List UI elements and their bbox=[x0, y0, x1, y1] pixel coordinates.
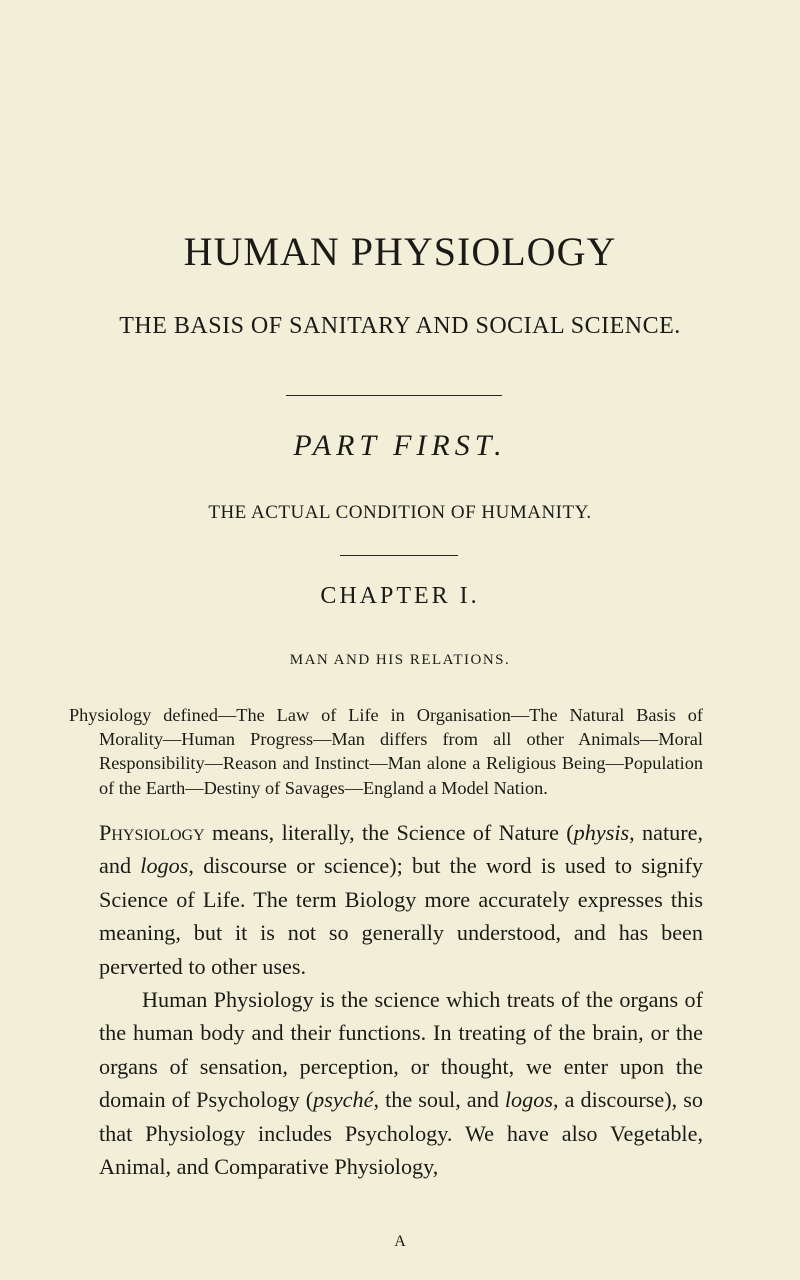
paragraph bbox=[99, 983, 703, 1183]
text-run: Human Physiology is the science which treats of the organs of the human body and their functions. In treating of the brain, or the organs of sensation, perception, or thought, we enter upon the domain of Psychology ( bbox=[99, 987, 703, 1113]
chapter-summary: Physiology defined—The Law of Life in Organisation—The Natural Basis of Morality—Human Progress—Man differs from all other Animals—Moral Responsibility—Reason and Instinct—Man alone a Religious Being—Population of the Earth—Destiny of Savages—England a Model Nation. bbox=[69, 705, 703, 798]
section-divider bbox=[286, 395, 502, 396]
italic-term: psyché bbox=[313, 1087, 374, 1113]
page-title: HUMAN PHYSIOLOGY bbox=[183, 229, 617, 274]
body-text bbox=[99, 816, 703, 1183]
chapter-title: MAN AND HIS RELATIONS. bbox=[289, 652, 511, 668]
italic-term: physis bbox=[573, 820, 630, 845]
text-run: , a discourse), so that Physiology includes Psychology. We have also Vegetable, Animal, and Comparative Physiology, bbox=[99, 1087, 703, 1180]
text-run: , nature, and bbox=[99, 820, 704, 879]
part-heading: PART FIRST. bbox=[293, 429, 507, 462]
chapter-divider bbox=[340, 555, 458, 556]
chapter-heading: CHAPTER I. bbox=[320, 583, 480, 609]
part-subheading: THE ACTUAL CONDITION OF HUMANITY. bbox=[208, 502, 592, 523]
text-run: , the soul, and bbox=[373, 1087, 505, 1113]
italic-term: logos bbox=[504, 1087, 553, 1113]
italic-term: logos bbox=[140, 853, 189, 879]
text-run: , discourse or science); but the word is used to signify Science of Life. The term Biology more accurately expresses this meaning, but it is not so generally understood, and has been perverted to other uses. bbox=[99, 853, 703, 979]
signature-mark: A bbox=[394, 1233, 406, 1250]
text-run: means, literally, the Science of Nature ( bbox=[204, 820, 574, 845]
lead-word: Physiology bbox=[99, 820, 205, 845]
page-subtitle: THE BASIS OF SANITARY AND SOCIAL SCIENCE. bbox=[119, 313, 681, 339]
paragraph bbox=[99, 816, 703, 983]
